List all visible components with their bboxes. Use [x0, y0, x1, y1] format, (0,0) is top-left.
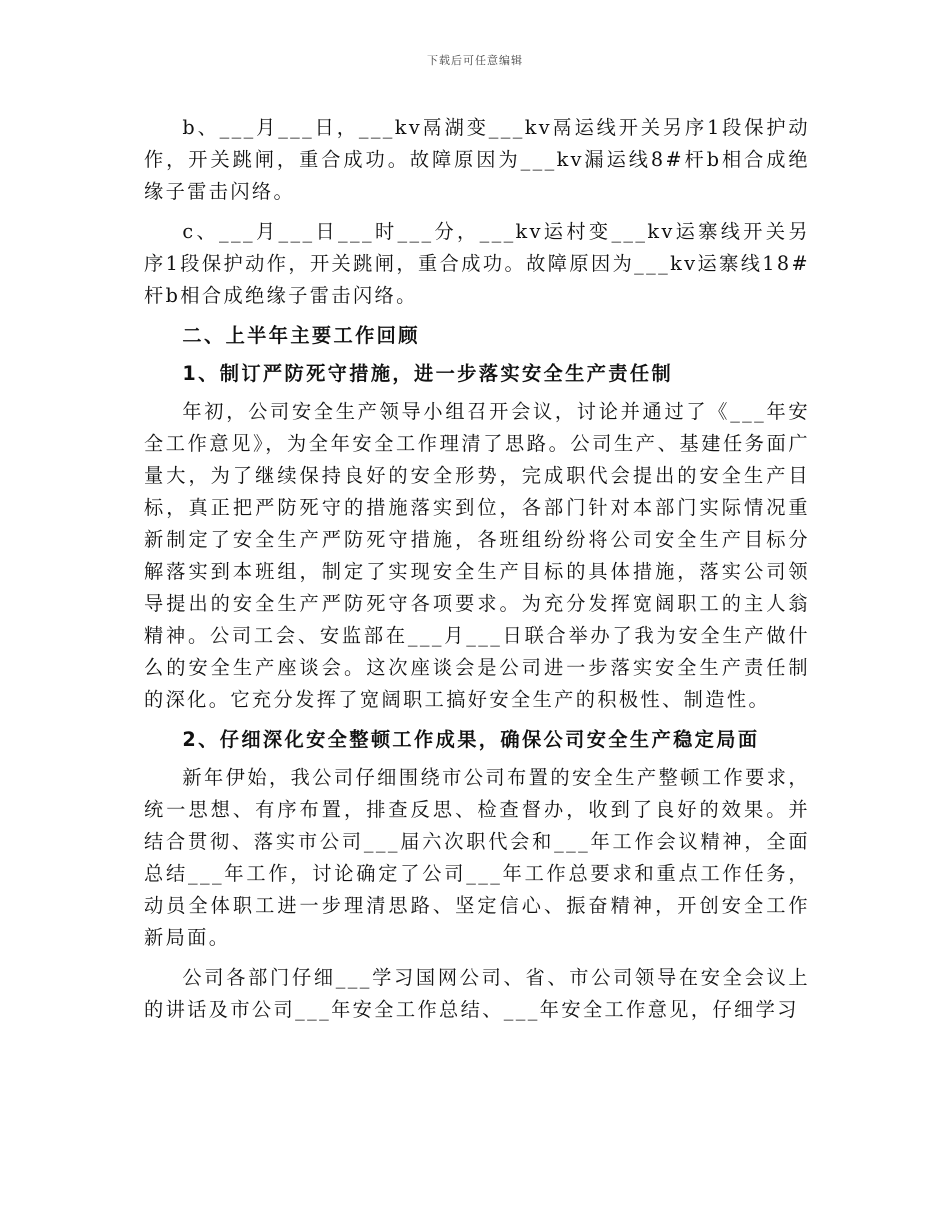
subsection-2-body: 新年伊始，我公司仔细围绕市公司布置的安全生产整顿工作要求，统一思想、有序布置，排查反思、检查督办，收到了良好的效果。并结合贯彻、落实市公司___届六次职代会和___年工作会议精神，全面总结___年工作，讨论确定了公司___年工作总要求和重点工作任务，动员全体职工进一步理清思路、坚定信心、振奋精神，开创安全工作新局面。	[144, 766, 810, 949]
paragraph-last: 公司各部门仔细___学习国网公司、省、市公司领导在安全会议上的讲话及市公司___年安全工作总结、___年安全工作意见，仔细学习	[144, 966, 810, 1021]
page-header: 下载后可任意编辑	[427, 54, 523, 67]
subsection-2-title: 2、仔细深化安全整顿工作成果，确保公司安全生产稳定局面	[182, 728, 760, 751]
subsection-1-title: 1、制订严防死守措施，进一步落实安全生产责任制	[182, 362, 674, 385]
section-2-title: 二、上半年主要工作回顾	[182, 324, 420, 347]
subsection-1-body: 年初，公司安全生产领导小组召开会议，讨论并通过了《___年安全工作意见》，为全年安全工作理清了思路。公司生产、基建任务面广量大，为了继续保持良好的安全形势，完成职代会提出的安全生产目标，真正把严防死守的措施落实到位，各部门针对本部门实际情况重新制定了安全生产严防死守措施，各班组纷纷将公司安全生产目标分解落实到本班组，制定了实现安全生产目标的具体措施，落实公司领导提出的安全生产严防死守各项要求。为充分发挥宽阔职工的主人翁精神。公司工会、安监部在___月___日联合举办了我为安全生产做什么的安全生产座谈会。这次座谈会是公司进一步落实安全生产责任制的深化。它充分发挥了宽阔职工搞好安全生产的积极性、制造性。	[144, 400, 810, 711]
paragraph-b: b、___月___日，___kv鬲湖变___kv鬲运线开关另序1段保护动作，开关跳闸，重合成功。故障原因为___kv漏运线8#杆b相合成绝缘子雷击闪络。	[144, 116, 810, 203]
paragraph-c: c、___月___日___时___分，___kv运村变___kv运寨线开关另序1段保护动作，开关跳闸，重合成功。故障原因为___kv运寨线18#杆b相合成绝缘子雷击闪络。	[144, 220, 810, 307]
document-body	[144, 112, 810, 1034]
